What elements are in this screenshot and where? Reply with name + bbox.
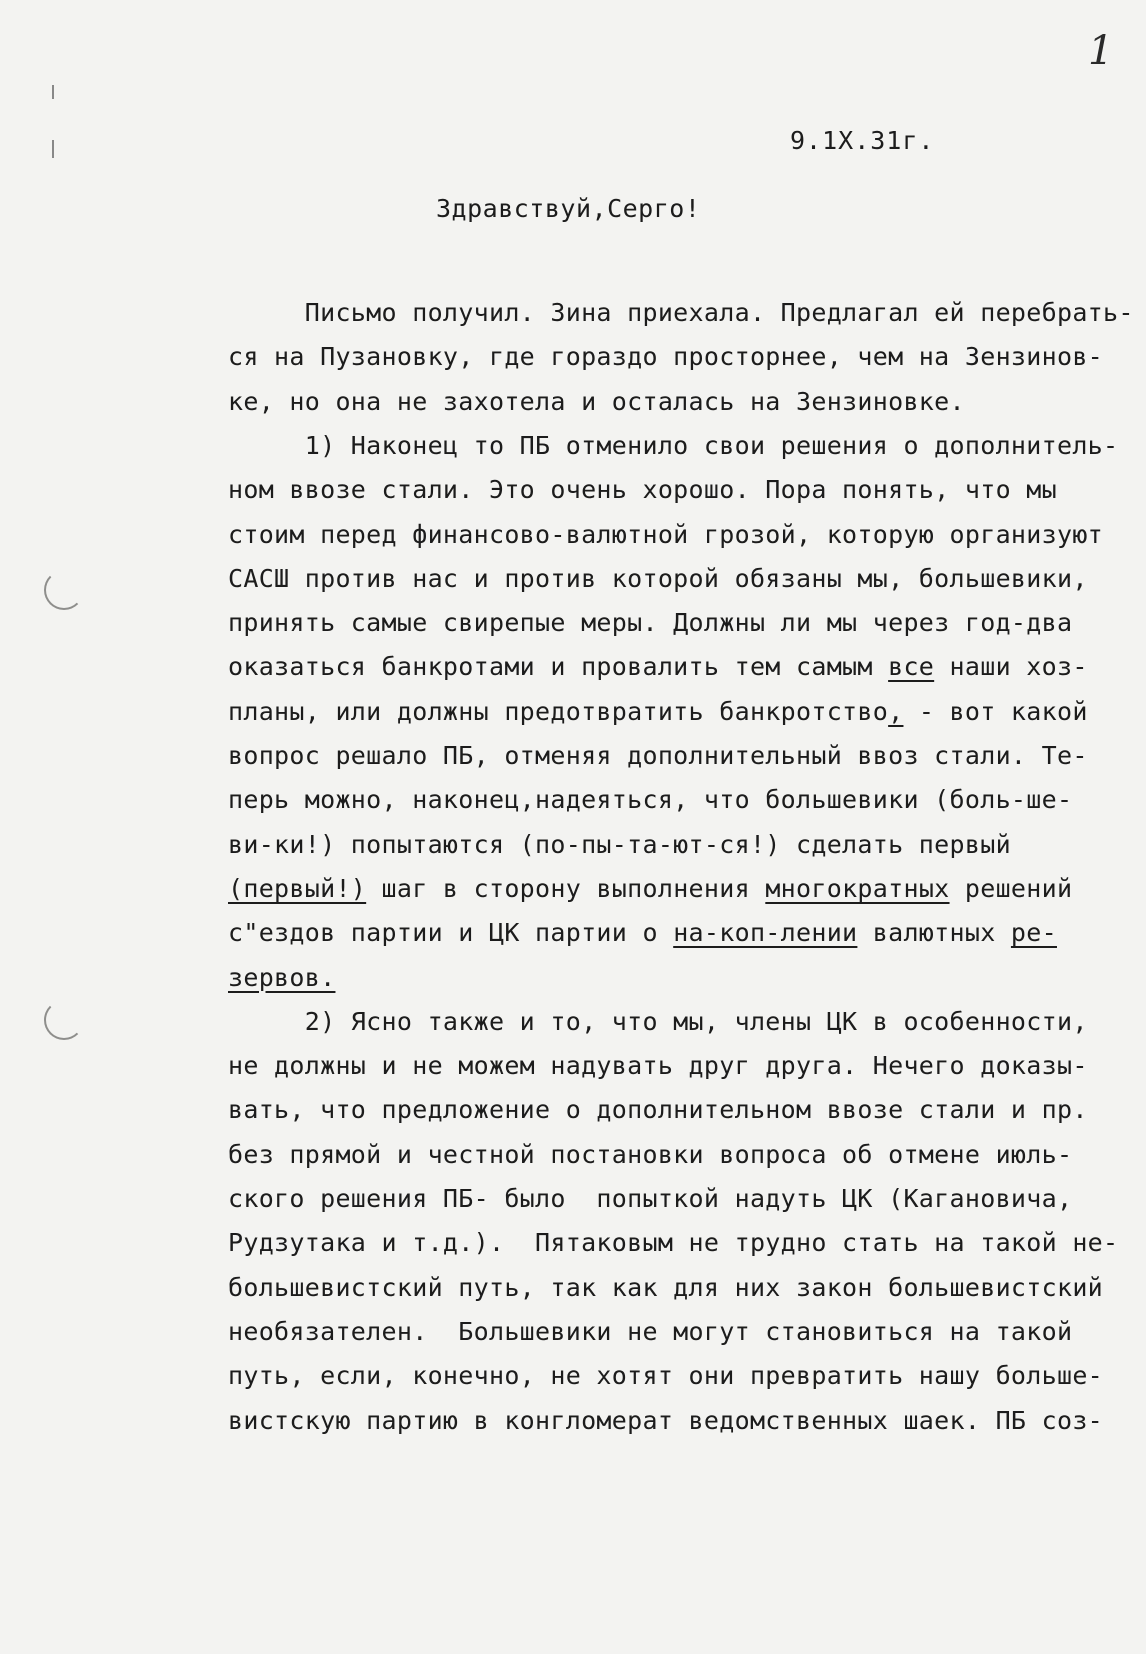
line-text: не должны и не можем надувать друг друга. Нечего доказы- bbox=[228, 1051, 1088, 1081]
body-line bbox=[228, 387, 965, 416]
letter-date: 9.1X.31г. bbox=[790, 126, 935, 155]
body-line bbox=[228, 342, 1103, 371]
line-text: валютных bbox=[857, 918, 1011, 948]
line-text: вопрос решало ПБ, отменяя дополнительный ввоз стали. Те- bbox=[228, 741, 1088, 770]
line-text: ся на Пузановку, где гораздо просторнее, чем на Зензинов- bbox=[228, 342, 1104, 372]
underlined-text: многократных bbox=[765, 873, 950, 903]
underlined-text: зервов. bbox=[228, 962, 336, 992]
body-line bbox=[228, 652, 1088, 681]
body-line bbox=[228, 697, 1088, 726]
line-text: шаг в сторону выполнения bbox=[366, 873, 766, 903]
body-line bbox=[228, 963, 335, 992]
line-text: принять самые свирепые меры. Должны ли мы через год-два bbox=[228, 608, 1073, 638]
body-line bbox=[228, 1228, 1118, 1257]
line-text: большевистский путь, так как для них закон большевистский bbox=[228, 1272, 1104, 1302]
line-text: Письмо получил. Зина приехала. Предлагал ей перебрать- bbox=[228, 298, 1134, 327]
line-text: САСШ против нас и против которой обязаны мы, большевики, bbox=[228, 563, 1088, 593]
line-text: с"ездов партии и ЦК партии о bbox=[228, 918, 674, 948]
line-text: вать, что предложение о дополнительном ввозе стали и пр. bbox=[228, 1095, 1088, 1125]
body-line bbox=[228, 298, 1134, 327]
body-line bbox=[228, 874, 1072, 903]
body-line bbox=[228, 1273, 1103, 1302]
underlined-text: ре- bbox=[1010, 918, 1057, 948]
line-text: ном ввозе стали. Это очень хорошо. Пора понять, что мы bbox=[228, 475, 1057, 505]
body-line bbox=[228, 785, 1072, 814]
line-text: Рудзутака и т.д.). Пятаковым не трудно стать на такой не- bbox=[228, 1228, 1119, 1258]
line-text: 2) Ясно также и то, что мы, члены ЦК в особенности, bbox=[228, 1006, 1088, 1036]
body-line bbox=[228, 608, 1072, 637]
body-line bbox=[228, 475, 1057, 504]
body-line bbox=[228, 1361, 1103, 1390]
body-line bbox=[228, 741, 1088, 770]
body-line bbox=[228, 564, 1088, 593]
body-line bbox=[228, 1051, 1088, 1080]
line-text: 1) Наконец то ПБ отменило свои решения о дополнитель- bbox=[228, 430, 1119, 460]
punch-hole-mark bbox=[44, 570, 84, 610]
line-text: ви-ки!) попытаются (по-пы-та-ют-ся!) сделать первый bbox=[228, 829, 1011, 859]
body-line bbox=[228, 520, 1103, 549]
line-text: без прямой и честной постановки вопроса об отмене июль- bbox=[228, 1139, 1073, 1169]
line-text: оказаться банкротами и провалить тем самым bbox=[228, 652, 889, 682]
line-text: наши хоз- bbox=[934, 652, 1088, 682]
line-text: - вот какой bbox=[903, 696, 1088, 726]
body-line bbox=[228, 1406, 1103, 1435]
page-number: 1 bbox=[1088, 28, 1114, 74]
line-text: вистскую партию в конгломерат ведомственных шаек. ПБ соз- bbox=[228, 1405, 1104, 1435]
line-text: перь можно, наконец,надеяться, что большевики (боль-ше- bbox=[228, 785, 1073, 815]
underlined-text: на-коп-лении bbox=[673, 918, 858, 948]
body-line bbox=[228, 1095, 1088, 1124]
body-line bbox=[228, 1007, 1088, 1036]
line-text: ке, но она не захотела и осталась на Зензиновке. bbox=[228, 386, 965, 416]
letter-greeting: Здравствуй,Серго! bbox=[436, 194, 701, 223]
line-text: необязателен. Большевики не могут становиться на такой bbox=[228, 1316, 1073, 1346]
body-line bbox=[228, 1140, 1072, 1169]
line-text: планы, или должны предотвратить банкротство bbox=[228, 696, 889, 726]
body-line bbox=[228, 431, 1118, 460]
line-text: путь, если, конечно, не хотят они превратить нашу больше- bbox=[228, 1361, 1104, 1391]
body-line bbox=[228, 918, 1057, 947]
underlined-text: , bbox=[888, 696, 904, 726]
line-text: решений bbox=[949, 873, 1073, 903]
margin-mark bbox=[52, 140, 54, 158]
body-line bbox=[228, 1184, 1072, 1213]
line-text: ского решения ПБ- было попыткой надуть ЦК (Кагановича, bbox=[228, 1184, 1073, 1213]
underlined-text: все bbox=[888, 652, 935, 682]
margin-mark bbox=[52, 85, 54, 99]
body-line bbox=[228, 1317, 1072, 1346]
body-line bbox=[228, 830, 1011, 859]
line-text: стоим перед финансово-валютной грозой, которую организуют bbox=[228, 519, 1104, 549]
punch-hole-mark bbox=[44, 1000, 84, 1040]
underlined-text: (первый!) bbox=[228, 873, 367, 903]
